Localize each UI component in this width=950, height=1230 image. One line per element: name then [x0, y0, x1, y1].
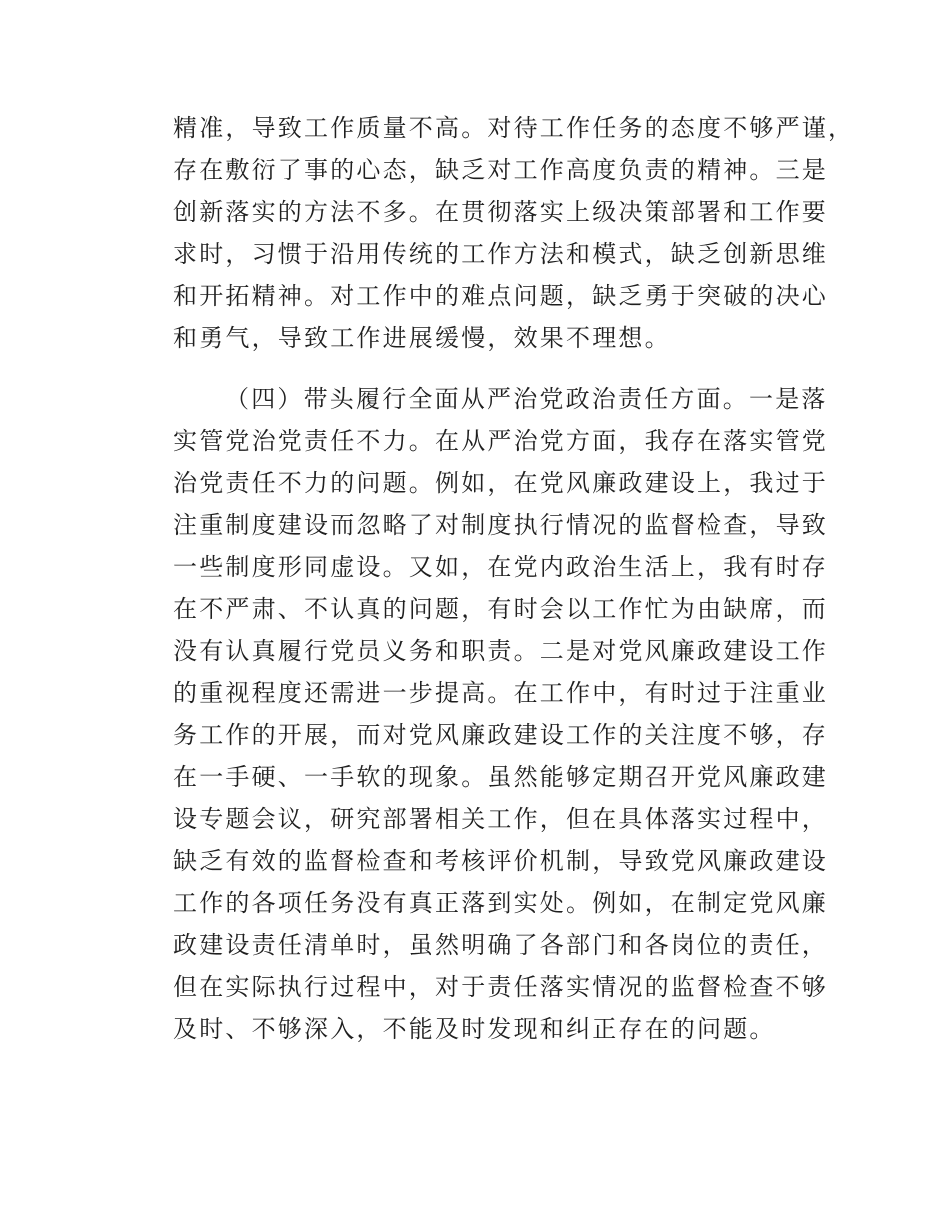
- text-line: 精准，导致工作质量不高。对待工作任务的态度不够严谨，: [173, 114, 855, 142]
- text-line: 的重视程度还需进一步提高。在工作中，有时过于注重业: [173, 679, 828, 707]
- text-line: 治党责任不力的问题。例如，在党风廉政建设上，我过于: [173, 469, 828, 497]
- text-line: 在不严肃、不认真的问题，有时会以工作忙为由缺席，而: [173, 595, 828, 623]
- text-line: 缺乏有效的监督检查和考核评价机制，导致党风廉政建设: [173, 847, 828, 875]
- text-line: （四）带头履行全面从严治党政治责任方面。一是落: [225, 385, 828, 413]
- text-line: 存在敷衍了事的心态，缺乏对工作高度负责的精神。三是: [173, 156, 828, 184]
- text-line: 工作的各项任务没有真正落到实处。例如，在制定党风廉: [173, 889, 828, 917]
- text-line: 一些制度形同虚设。又如，在党内政治生活上，我有时存: [173, 553, 828, 581]
- text-line: 注重制度建设而忽略了对制度执行情况的监督检查，导致: [173, 511, 828, 539]
- text-line: 但在实际执行过程中，对于责任落实情况的监督检查不够: [173, 973, 828, 1001]
- text-line: 和勇气，导致工作进展缓慢，效果不理想。: [173, 324, 671, 352]
- text-line: 求时，习惯于沿用传统的工作方法和模式，缺乏创新思维: [173, 240, 828, 268]
- text-line: 及时、不够深入，不能及时发现和纠正存在的问题。: [173, 1015, 776, 1043]
- text-line: 设专题会议，研究部署相关工作，但在具体落实过程中，: [173, 805, 828, 833]
- text-line: 创新落实的方法不多。在贯彻落实上级决策部署和工作要: [173, 198, 828, 226]
- text-line: 没有认真履行党员义务和职责。二是对党风廉政建设工作: [173, 637, 828, 665]
- text-line: 和开拓精神。对工作中的难点问题，缺乏勇于突破的决心: [173, 282, 828, 310]
- text-line: 在一手硬、一手软的现象。虽然能够定期召开党风廉政建: [173, 763, 828, 791]
- text-line: 实管党治党责任不力。在从严治党方面，我存在落实管党: [173, 427, 828, 455]
- text-line: 政建设责任清单时，虽然明确了各部门和各岗位的责任，: [173, 931, 828, 959]
- text-line: 务工作的开展，而对党风廉政建设工作的关注度不够，存: [173, 721, 828, 749]
